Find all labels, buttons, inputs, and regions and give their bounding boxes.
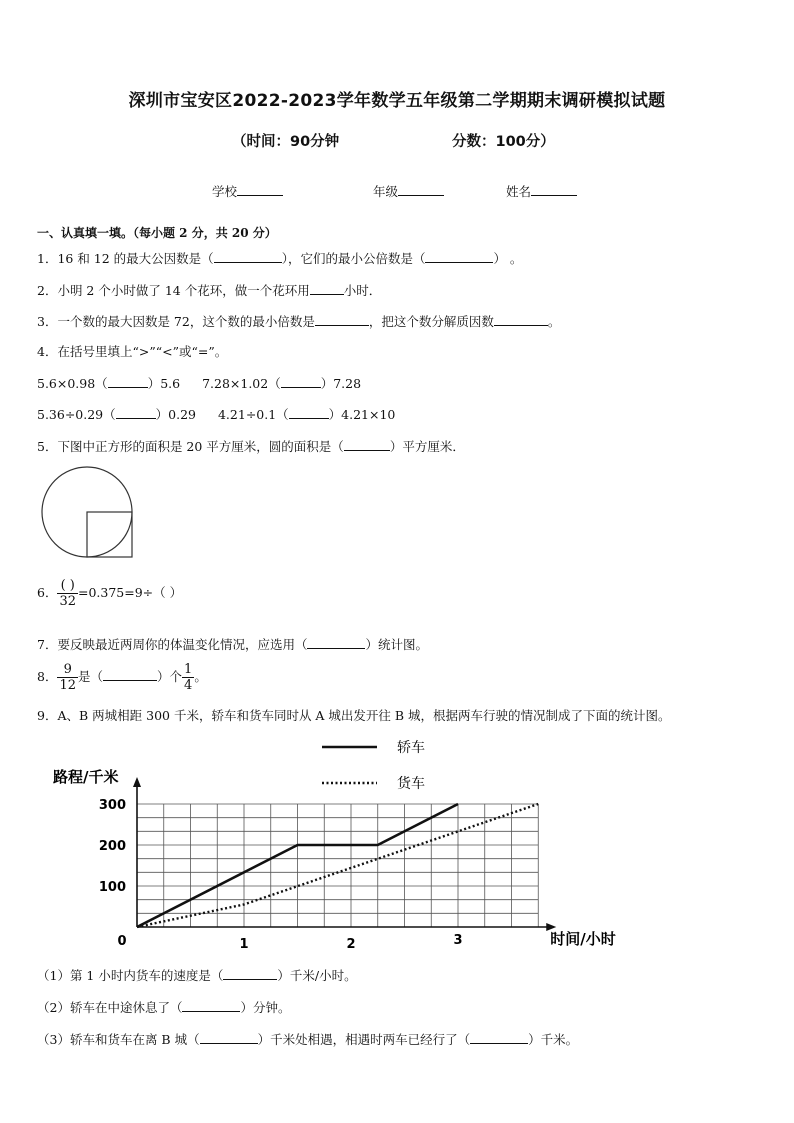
x-axis-label: 时间/小时	[550, 930, 616, 948]
q7-blank[interactable]	[307, 636, 365, 649]
circle-square-figure	[40, 468, 136, 560]
distance-time-chart	[40, 734, 616, 956]
chart-grid	[137, 804, 538, 927]
x-tick-label: 2	[346, 937, 356, 952]
sub3-blank-1[interactable]	[200, 1031, 258, 1044]
question-7: 7．要反映最近两周你的体温变化情况，应选用（ ）统计图。	[37, 637, 428, 652]
q8-fraction-1: $\frac{9}{12}$	[59, 662, 76, 693]
grade-blank[interactable]	[398, 183, 444, 196]
question-4-row-2: 5.36÷0.29（ ）0.29 4.21÷0.1（ ）4.21×10	[37, 407, 396, 422]
question-8: 8． $\frac{9}{12}$ 是（ ）个 $\frac{1}{4}$ 。	[37, 662, 207, 693]
y-tick-label: 300	[98, 798, 126, 813]
q4-blank-3[interactable]	[116, 406, 156, 419]
legend-label-car: 轿车	[397, 740, 425, 756]
x-tick-label: 1	[239, 937, 249, 952]
exam-time: （时间：90分钟	[232, 134, 340, 150]
q4-blank-4[interactable]	[289, 406, 329, 419]
school-label: 学校	[212, 184, 238, 199]
grade-field[interactable]	[373, 182, 444, 200]
y-axis-arrow	[133, 777, 141, 787]
section-heading: 一、认真填一填。（每小题 2 分，共 20 分）	[37, 226, 277, 240]
question-4: 4．在括号里填上“>”“<”或“=”。	[37, 344, 228, 359]
y-tick-label: 100	[98, 880, 126, 895]
q8-fraction-2: $\frac{1}{4}$	[184, 662, 193, 693]
question-3: 3．一个数的最大因数是 72，这个数的最小倍数是 ，把这个数分解质因数 。	[37, 314, 561, 329]
square-shape	[87, 512, 132, 557]
q5-blank[interactable]	[344, 438, 390, 451]
q4-blank-2[interactable]	[281, 375, 321, 388]
q6-fraction-numerator[interactable]: ( )	[57, 578, 78, 594]
q2-blank[interactable]	[310, 282, 344, 295]
chart-axes	[133, 777, 556, 931]
sub3-blank-2[interactable]	[470, 1031, 528, 1044]
exam-score: 分数：100分）	[452, 134, 555, 150]
page-title: 深圳市宝安区2022-2023学年数学五年级第二学期期末调研模拟试题	[128, 91, 666, 111]
chart-legend	[322, 740, 425, 792]
q3-blank-1[interactable]	[315, 313, 369, 326]
name-field[interactable]	[506, 182, 577, 200]
q3-blank-2[interactable]	[494, 313, 548, 326]
school-field[interactable]	[212, 182, 283, 200]
sub-question-2: （2）轿车在中途休息了（ ）分钟。	[37, 1000, 291, 1015]
q1-blank-2[interactable]	[425, 250, 493, 263]
sub-question-3: （3）轿车和货车在离 B 城（ ）千米处相遇，相遇时两车已经行了（ ）千米。	[37, 1032, 579, 1047]
question-2: 2．小明 2 个小时做了 14 个花环，做一个花环用 小时．	[37, 283, 382, 298]
chart-series	[137, 804, 538, 927]
sub1-blank[interactable]	[223, 967, 277, 980]
x-tick-label: 3	[453, 933, 463, 948]
question-1: 1．16 和 12 的最大公因数是（ ），它们的最小公倍数是（ ） 。	[37, 251, 523, 266]
sub-question-1: （1）第 1 小时内货车的速度是（ ）千米/小时。	[37, 968, 357, 983]
q8-blank[interactable]	[103, 668, 157, 681]
q6-fraction: $\frac{( )}{32}$	[59, 578, 76, 609]
sub2-blank[interactable]	[182, 999, 240, 1012]
name-label: 姓名	[506, 184, 532, 199]
x-tick-label: 0	[117, 934, 127, 949]
name-blank[interactable]	[531, 183, 577, 196]
q4-blank-1[interactable]	[108, 375, 148, 388]
legend-label-truck: 货车	[397, 776, 425, 792]
y-axis-label: 路程/千米	[53, 768, 119, 786]
y-tick-label: 200	[98, 839, 126, 854]
question-4-row-1: 5.6×0.98（ ）5.6 7.28×1.02（ ）7.28	[37, 376, 362, 391]
series-line-truck	[137, 804, 538, 927]
question-5: 5．下图中正方形的面积是 20 平方厘米，圆的面积是（ ）平方厘米．	[37, 439, 465, 454]
q1-blank-1[interactable]	[214, 250, 282, 263]
question-6: 6． $\frac{( )}{32}$ =0.375=9÷（ ）	[37, 578, 183, 609]
question-9: 9．A、B 两城相距 300 千米，轿车和货车同时从 A 城出发开往 B 城，根据两车行驶的情况制成了下面的统计图。	[37, 708, 671, 723]
school-blank[interactable]	[237, 183, 283, 196]
grade-label: 年级	[373, 184, 399, 199]
